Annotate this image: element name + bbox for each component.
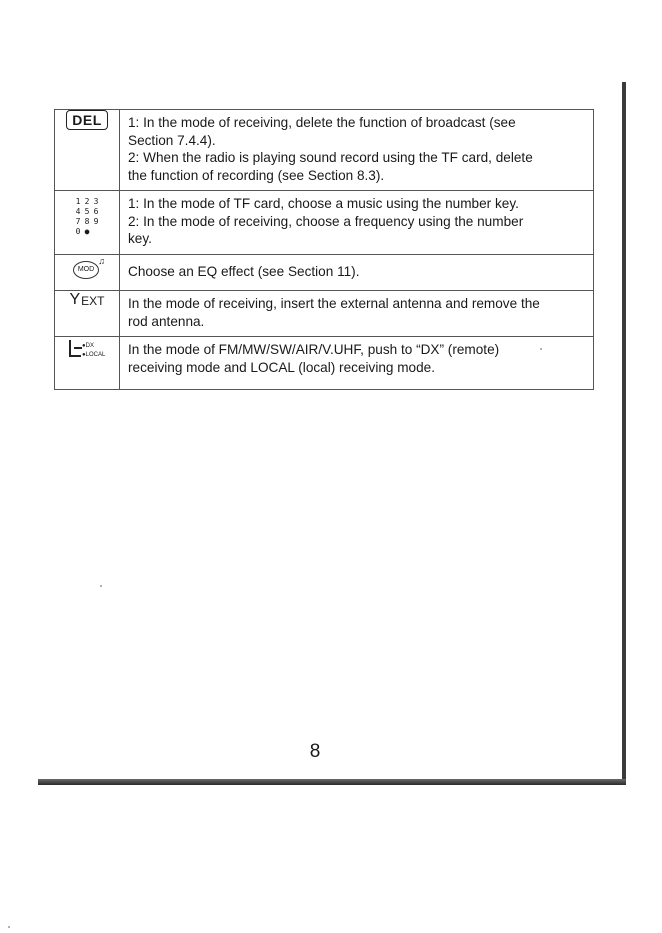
- description-cell: [120, 337, 594, 390]
- keypad-digit: 5: [84, 207, 90, 216]
- dx-label: ●DX: [82, 343, 94, 349]
- table-row: [55, 110, 594, 191]
- dx-local-switch-icon: [64, 337, 110, 361]
- scan-speck: [8, 926, 10, 928]
- keypad-digit: 8: [84, 217, 90, 226]
- key-function-table: [54, 109, 594, 390]
- page-edge-shadow-right: [622, 82, 626, 784]
- keypad-digit: 6: [93, 207, 99, 216]
- description-cell: [120, 191, 594, 255]
- table-row: [55, 291, 594, 337]
- number-keypad-icon: [74, 197, 101, 237]
- description-line: 2: In the mode of receiving, choose a frequency using the number: [128, 213, 524, 229]
- description-line: In the mode of receiving, insert the external antenna and remove the: [128, 296, 540, 311]
- description-cell: [120, 291, 594, 337]
- table-row: [55, 255, 594, 291]
- description-line: 1: In the mode of TF card, choose a music using the number key.: [128, 196, 519, 211]
- mod-eq-icon: [67, 255, 107, 283]
- keypad-digit: 0: [75, 227, 81, 236]
- mod-button-glyph: MOD: [73, 261, 99, 279]
- keypad-digit: 2: [84, 197, 90, 206]
- icon-cell: [55, 110, 120, 191]
- description-line: Section 7.4.4).: [128, 132, 216, 148]
- keypad-digit: 4: [75, 207, 81, 216]
- keypad-digit: 1: [75, 197, 81, 206]
- icon-cell: [55, 255, 120, 291]
- description-line: rod antenna.: [128, 313, 205, 329]
- description-line: the function of recording (see Section 8.3).: [128, 167, 385, 183]
- external-antenna-icon: [69, 292, 104, 308]
- keypad-digit: 3: [93, 197, 99, 206]
- description-line: In the mode of FM/MW/SW/AIR/V.UHF, push to “DX” (remote): [128, 342, 500, 357]
- icon-cell: [55, 291, 120, 337]
- switch-line: [69, 340, 71, 356]
- scan-speck: [540, 348, 542, 350]
- description-line: Choose an EQ effect (see Section 11).: [128, 263, 360, 279]
- antenna-icon: Y: [69, 291, 81, 308]
- switch-line: [69, 355, 81, 357]
- table-row: [55, 337, 594, 390]
- scan-speck: [100, 585, 102, 587]
- description-line: 1: In the mode of receiving, delete the function of broadcast (see: [128, 115, 516, 130]
- keypad-digit: 9: [93, 217, 99, 226]
- keypad-digit: 7: [75, 217, 81, 226]
- keypad-blank: [92, 227, 101, 237]
- del-key-icon: DEL: [66, 110, 108, 130]
- description-line: key.: [128, 231, 152, 246]
- table-row: [55, 191, 594, 255]
- music-note-icon: ♫: [98, 256, 105, 266]
- switch-line: [74, 347, 82, 349]
- description-cell: [120, 255, 594, 291]
- page-number: 8: [309, 741, 321, 762]
- ext-label: EXT: [81, 294, 105, 308]
- local-label: ●LOCAL: [82, 352, 106, 358]
- description-cell: [120, 110, 594, 191]
- icon-cell: [55, 191, 120, 255]
- icon-cell: [55, 337, 120, 390]
- description-line: receiving mode and LOCAL (local) receiving mode.: [128, 359, 436, 375]
- keypad-dot: ●: [84, 227, 90, 236]
- page-edge-shadow-bottom: [38, 779, 626, 785]
- description-line: 2: When the radio is playing sound record using the TF card, delete: [128, 150, 533, 165]
